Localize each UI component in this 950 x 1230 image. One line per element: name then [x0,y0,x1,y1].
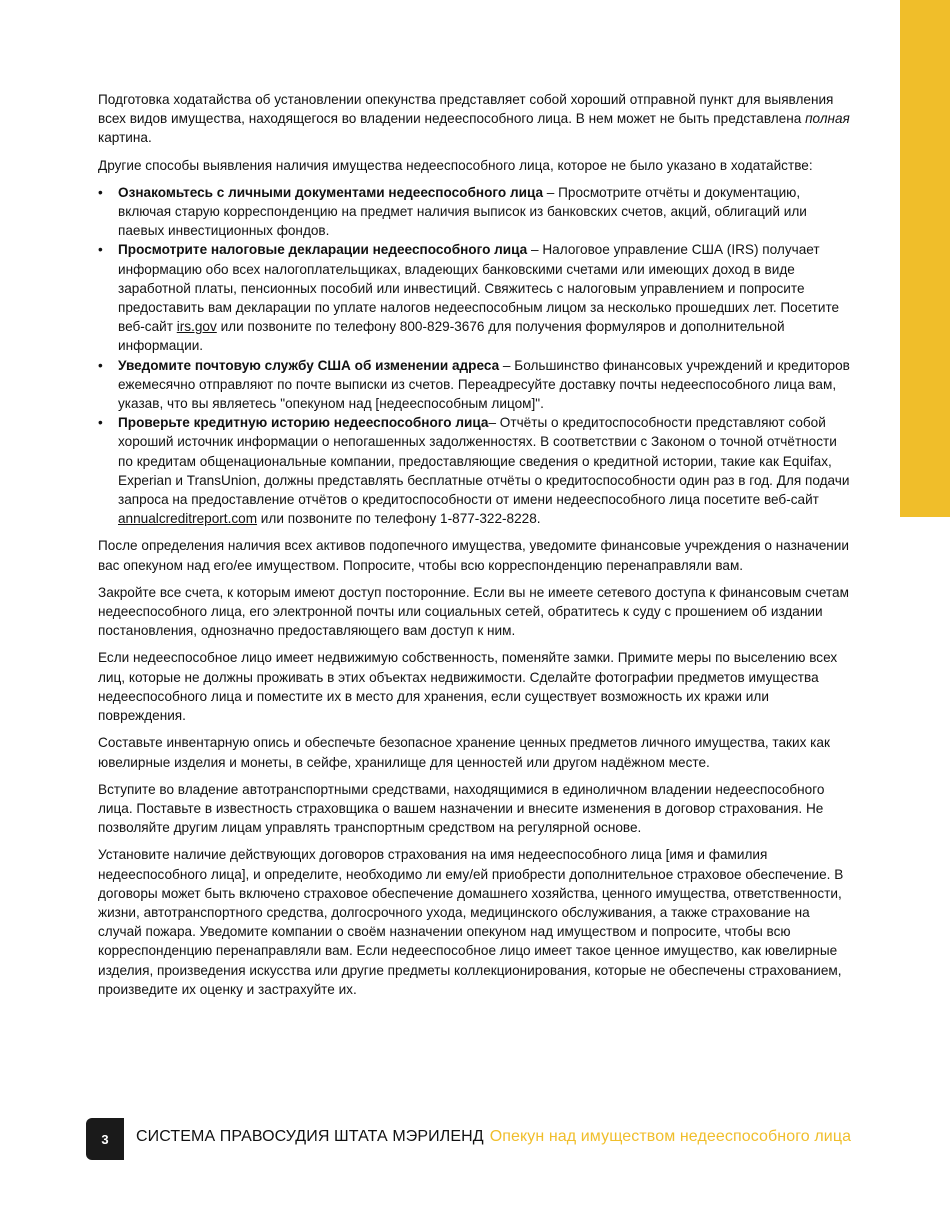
footer-org-name: СИСТЕМА ПРАВОСУДИЯ ШТАТА МЭРИЛЕНД [136,1128,484,1145]
bullet-heading: Проверьте кредитную историю недееспособного лица [118,415,489,431]
emphasis: полная [805,111,850,127]
intro-paragraph-1: Подготовка ходатайства об установлении опекунства представляет собой хороший отправной пункт для выявления всех видов имущества, находящегося во владении недееспособного лица. В нем может не быть представлена полная картина. [98,92,850,146]
bullet-list [98,183,850,529]
paragraph-vehicles: Вступите во владение автотранспортными средствами, находящимися в единоличном владении недееспособного лица. Поставьте в известность страховщика о вашем назначении и внесите изменения в договор страхования. Не позволяйте другим лицам управлять транспортным средством на регулярной основе. [98,781,825,836]
footer-subtitle: Опекун над имуществом недееспособного лица [489,1128,852,1145]
paragraph-real-property: Если недееспособное лицо имеет недвижимую собственность, поменяйте замки. Примите меры по выселению всех лиц, которые не должны проживать в этих объектах недвижимости. Сделайте фотографии предметов имущества недееспособного лица и поместите их в место для хранения, если существует возможность их кражи или повреждения. [98,650,838,724]
bullet-item-personal-documents: • Ознакомьтесь с личными документами недееспособного лица – Просмотрите отчёты и документацию, включая старую корреспонденцию на предмет наличия выписок из банковских счетов, акций, облигаций или паевых инвестиционных фондов. [98,183,850,241]
irs-gov-link[interactable]: irs.gov [176,319,217,335]
paragraph-insurance: Установите наличие действующих договоров страхования на имя недееспособного лица [имя и фамилия недееспособного лица], и определите, необходимо ли ему/ей приобрести дополнительное страховое обеспечение. В договоры может быть включено страховое обеспечение домашнего хозяйства, ценного имущества, ответственности, жизни, автотранспортного средства, долгосрочного ухода, медицинского обслуживания, а также страхование на случай пожара. Уведомите компании о своём назначении опекуном над имуществом и попросите, чтобы всю корреспонденцию перенаправляли вам. Если недееспособное лицо имеет такое ценное имущество, как ювелирные изделия, произведения искусства или другие предметы коллекционирования, которые не обеспечены страхованием, произведите их оценку и застрахуйте их. [98,847,844,997]
page-number: 3 [86,1118,124,1160]
document-body [98,90,850,1007]
bullet-item-postal-service: • Уведомите почтовую службу США об изменении адреса – Большинство финансовых учреждений и кредиторов ежемесячно отправляют по почте выписки из счетов. Переадресуйте доставку почты недееспособного лица вам, указав, что вы являетесь "опекуном над [недееспособным лицом]". [98,356,850,414]
bullet-item-tax-returns: • Просмотрите налоговые декларации недееспособного лица – Налоговое управление США (IRS) получает информацию обо всех налогоплательщиках, владеющих банковскими счетами или имеющих доход в виде заработной платы, пенсионных пособий или инвестиций. Свяжитесь с налоговым управлением и попросите предоставить вам декларации по уплате налогов недееспособным лицом за несколько прошедших лет. Посетите веб-сайт irs.gov или позвоните по телефону 800-829-3676 для получения формуляров и дополнительной информации. [98,240,850,355]
bullet-heading: Просмотрите налоговые декларации недееспособного лица [118,242,528,258]
bullet-item-credit-history: • Проверьте кредитную историю недееспособного лица– Отчёты о кредитоспособности представляют собой хороший источник информации о непогашенных задолженностях. В соответствии с Законом о точной отчётности по кредитам общенациональные компании, предоставляющие сведения о кредитной истории, такие как Equifax, Experian и TransUnion, должны представлять бесплатные отчёты о кредитоспособности один раз в год. Для подачи запроса на предоставление отчётов о кредитоспособности от имени недееспособного лица посетите веб-сайт annualcreditreport.com или позвоните по телефону 1-877-322-8228. [98,413,850,528]
bullet-heading: Уведомите почтовую службу США об изменении адреса [118,357,500,373]
paragraph-inventory: Составьте инвентарную опись и обеспечьте безопасное хранение ценных предметов личного имущества, таких как ювелирные изделия и монеты, в сейфе, хранилище для ценностей или другом надёжном месте. [98,735,830,770]
page-footer [86,1118,856,1160]
footer-title [136,1128,851,1146]
paragraph-notify-institutions: После определения наличия всех активов подопечного имущества, уведомите финансовые учреждения о назначении вас опекуном над его/ее имуществом. Попросите, чтобы всю корреспонденцию перенаправляли вам. [98,538,849,573]
side-tab-decoration [900,0,950,517]
bullet-heading: Ознакомьтесь с личными документами недееспособного лица [118,184,544,200]
annualcreditreport-link[interactable]: annualcreditreport.com [118,511,258,527]
intro-paragraph-2: Другие способы выявления наличия имущества недееспособного лица, которое не было указано в ходатайстве: [98,157,813,173]
paragraph-close-accounts: Закройте все счета, к которым имеют доступ посторонние. Если вы не имеете сетевого доступа к финансовым счетам недееспособного лица, его электронной почты или социальных сетей, обратитесь к суду с прошением об издании постановления, однозначно предоставляющего вам доступ к ним. [98,584,849,639]
